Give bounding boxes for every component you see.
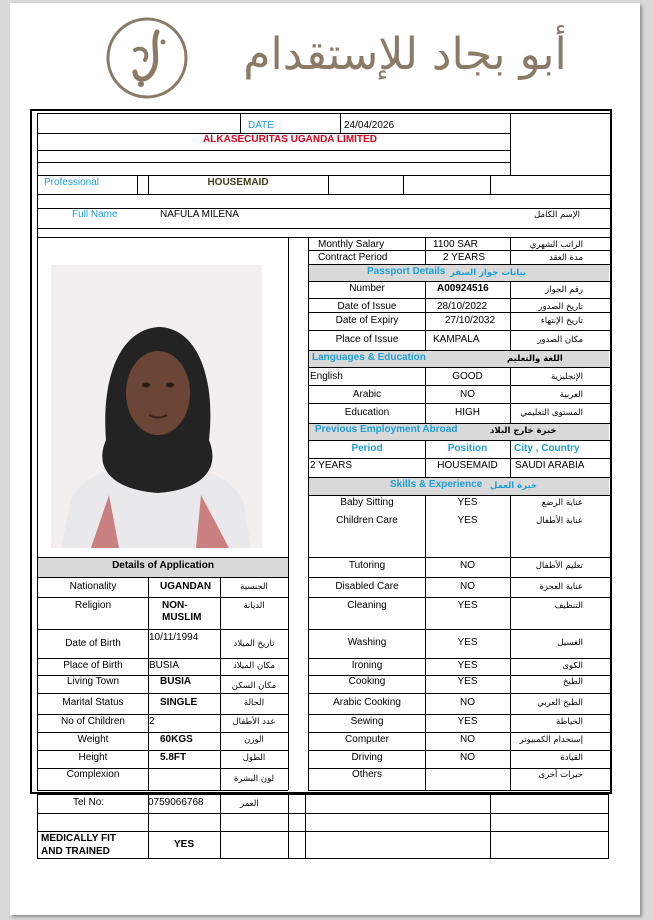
employment-title-ar: خبرة خارج البلاد xyxy=(490,426,557,436)
applicant-photo xyxy=(51,265,262,548)
skill-ar: الطبخ xyxy=(563,677,583,687)
period-value: 2 YEARS xyxy=(310,460,353,471)
skill-ar: خبرات أخرى xyxy=(538,770,583,780)
expiry-date-label: Date of Expiry xyxy=(335,315,399,326)
detail-label: Date of Birth xyxy=(65,638,121,649)
skill-label: Disabled Care xyxy=(335,581,399,592)
english-ar: الإنجليزية xyxy=(550,372,583,382)
detail-value: BUSIA xyxy=(160,676,192,687)
position-header: Position xyxy=(447,443,488,454)
detail-value: 10/11/1994 xyxy=(149,632,199,643)
full-name-value: NAFULA MILENA xyxy=(160,209,239,220)
skill-label: Cleaning xyxy=(347,600,387,611)
tel-value: 0759066768 xyxy=(148,797,204,808)
skill-ar: الخياطة xyxy=(556,717,583,727)
skill-ar: التنظيف xyxy=(554,601,583,611)
company-arabic-name: أبو بجاد للإستقدام xyxy=(243,29,567,80)
skill-value: NO xyxy=(460,581,475,592)
skill-label: Arabic Cooking xyxy=(333,697,401,708)
detail-value: 5.8FT xyxy=(160,752,187,763)
skill-value: YES xyxy=(457,515,478,526)
detail-label: Religion xyxy=(74,600,112,611)
detail-label: Living Town xyxy=(66,676,120,687)
medical-label: MEDICALLY FIT AND TRAINED xyxy=(41,833,117,857)
company-logo xyxy=(105,16,189,100)
skills-title: Skills & Experience xyxy=(390,479,483,490)
detail-ar: الوزن xyxy=(244,735,264,745)
date-value: 24/04/2026 xyxy=(344,120,395,131)
education-label: Education xyxy=(344,407,390,418)
skill-value: NO xyxy=(460,560,475,571)
skill-label: Driving xyxy=(351,752,383,763)
skill-ar: عناية العجزة xyxy=(539,582,583,592)
passport-number-label: Number xyxy=(349,283,385,294)
employment-title: Previous Employment Abroad xyxy=(315,424,458,435)
passport-title-ar: بيانات جواز السفر xyxy=(450,268,527,278)
medical-value: YES xyxy=(173,839,194,850)
salary-ar: الراتب الشهري xyxy=(529,240,583,250)
skill-ar: الطبخ العربي xyxy=(537,698,583,708)
city-value: SAUDI ARABIA xyxy=(515,460,585,471)
skill-ar: الغسيل xyxy=(557,638,583,648)
skill-value: YES xyxy=(457,676,478,687)
skill-value: YES xyxy=(457,637,478,648)
detail-ar: مكان الميلاد xyxy=(232,661,276,671)
detail-ar: الحالة xyxy=(243,698,265,708)
education-ar: المستوى التعليمي xyxy=(520,408,583,418)
languages-title-ar: اللغة والتعليم xyxy=(507,354,563,364)
skill-label: Tutoring xyxy=(348,560,386,571)
issue-place-ar: مكان الصدور xyxy=(537,335,583,345)
expiry-date-value: 27/10/2032 xyxy=(445,315,496,326)
expiry-date-ar: تاريخ الإنتهاء xyxy=(540,316,583,326)
tel-label: Tel No: xyxy=(73,797,105,808)
skill-value: NO xyxy=(460,734,475,745)
passport-title: Passport Details xyxy=(367,266,446,277)
detail-value: SINGLE xyxy=(160,697,198,708)
issue-date-value: 28/10/2022 xyxy=(437,301,488,312)
salary-value: 1100 SAR xyxy=(433,239,478,250)
education-value: HIGH xyxy=(455,407,480,418)
details-title: Details of Application xyxy=(112,560,214,571)
detail-label: Weight xyxy=(77,734,109,745)
detail-ar: مكان السكن xyxy=(231,681,277,691)
city-header: City , Country xyxy=(514,443,580,454)
skill-label: Cooking xyxy=(348,676,386,687)
detail-label: Complexion xyxy=(66,769,120,780)
detail-label: Place of Birth xyxy=(63,660,123,671)
skill-value: NO xyxy=(460,697,475,708)
detail-value: BUSIA xyxy=(149,660,180,671)
contract-period-label: Contract Period xyxy=(318,252,388,263)
passport-number-value: A00924516 xyxy=(437,283,489,294)
skill-label: Computer xyxy=(345,734,389,745)
skill-value: NO xyxy=(460,752,475,763)
cv-page xyxy=(10,3,640,915)
skill-label: Sewing xyxy=(350,716,384,727)
arabic-ar: العربية xyxy=(559,390,583,400)
issue-place-value: KAMPALA xyxy=(433,334,480,345)
skills-title-ar: خبرة العمل xyxy=(490,481,538,491)
detail-ar: الديانة xyxy=(243,601,265,611)
arabic-value: NO xyxy=(460,389,475,400)
period-header: Period xyxy=(351,443,383,454)
skill-ar: الكوى xyxy=(562,661,583,671)
skill-value: YES xyxy=(457,600,478,611)
detail-ar: لون البشرة xyxy=(233,774,275,784)
skill-value: YES xyxy=(457,716,478,727)
detail-ar: تاريخ الميلاد xyxy=(233,639,275,649)
professional-label: Professional xyxy=(44,177,100,188)
detail-label: Marital Status xyxy=(62,697,124,708)
skill-value: YES xyxy=(457,497,478,508)
skill-label: Washing xyxy=(347,637,387,648)
passport-number-ar: رقم الجواز xyxy=(545,285,583,295)
skill-ar: تعليم الأطفال xyxy=(535,561,583,571)
detail-value: UGANDAN xyxy=(160,581,212,592)
issue-place-label: Place of Issue xyxy=(335,334,399,345)
detail-value: 2 xyxy=(149,716,155,727)
tel-ar: العمر xyxy=(240,799,259,809)
detail-label: Nationality xyxy=(69,581,117,592)
detail-ar: عدد الأطفال xyxy=(232,717,276,727)
english-value: GOOD xyxy=(452,371,483,382)
detail-label: No of Children xyxy=(61,716,125,727)
skill-label: Others xyxy=(351,769,382,780)
date-label: DATE xyxy=(248,120,274,131)
skill-label: Ironing xyxy=(351,660,383,671)
skill-label: Baby Sitting xyxy=(340,497,394,508)
salary-label: Monthly Salary xyxy=(318,239,385,250)
skill-value: YES xyxy=(457,660,478,671)
detail-ar: الطول xyxy=(242,753,266,763)
detail-label: Height xyxy=(78,752,108,763)
contract-period-ar: مدة العقد xyxy=(549,253,583,263)
full-name-ar: الإسم الكامل xyxy=(534,210,580,220)
skill-ar: القيادة xyxy=(560,753,583,763)
contract-period-value: 2 YEARS xyxy=(443,252,486,263)
skill-ar: عناية الرضع xyxy=(541,498,583,508)
position-value: HOUSEMAID xyxy=(437,460,498,471)
issue-date-label: Date of Issue xyxy=(337,301,397,312)
professional-value: HOUSEMAID xyxy=(207,177,269,188)
skill-ar: إستخدام الكمبيوتر xyxy=(519,735,583,745)
detail-value: NON- MUSLIM xyxy=(162,600,202,623)
languages-title: Languages & Education xyxy=(312,352,426,363)
issue-date-ar: تاريخ الصدور xyxy=(538,302,583,312)
detail-value: 60KGS xyxy=(160,734,193,745)
skill-ar: عناية الأطفال xyxy=(536,516,583,526)
arabic-label: Arabic xyxy=(352,389,382,400)
skill-label: Children Care xyxy=(336,515,398,526)
full-name-label: Full Name xyxy=(72,209,118,220)
detail-ar: الجنسية xyxy=(240,582,268,592)
english-label: English xyxy=(310,371,343,382)
agency-name: ALKASECURITAS UGANDA LIMITED xyxy=(203,134,377,145)
